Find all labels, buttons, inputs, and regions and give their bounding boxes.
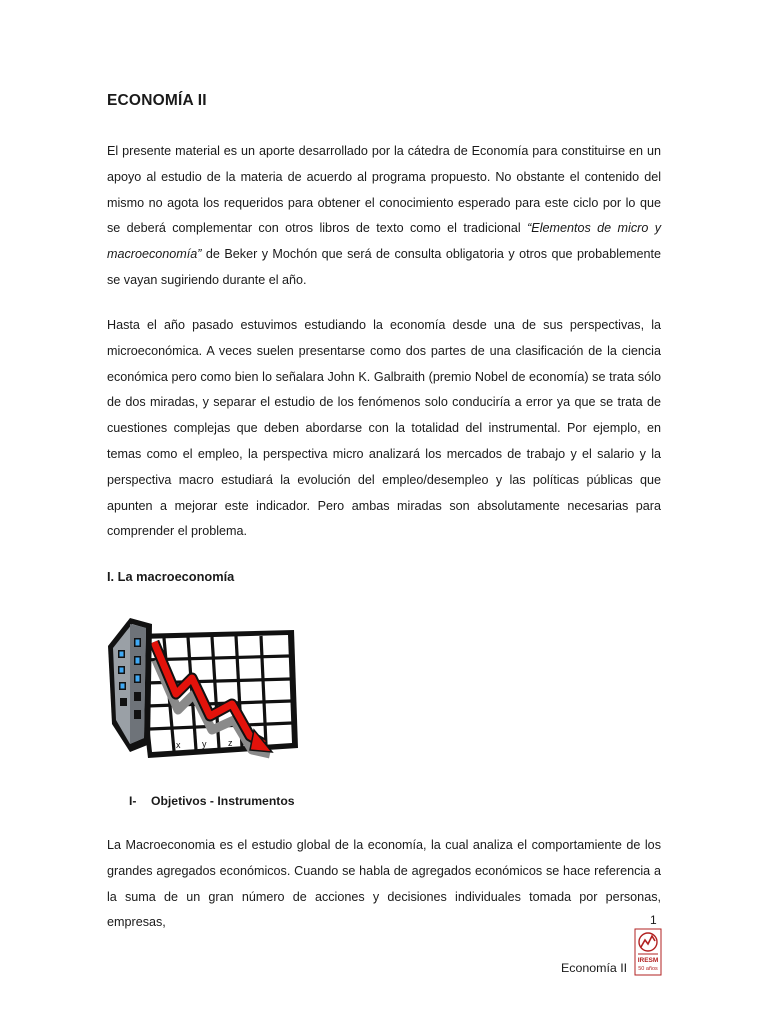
book-title-italic: “Elementos de micro y macroeconomía” bbox=[107, 221, 662, 262]
section-heading: I. La macroeconomía bbox=[107, 569, 235, 584]
subheading-number: I- bbox=[129, 794, 137, 808]
intro-text-start: El presente material es un aporte desarrollado por la cátedra de Economía para constituirse en un apoyo al estudio de la materia de acuerdo al programa propuesto. No obstante el contenido del mismo no agota los requeridos para obtener el conocimiento esperado para este ciclo por lo que se deberá complementar con otros libros de texto como el tradicional bbox=[107, 144, 661, 236]
iresm-logo-icon bbox=[634, 928, 662, 976]
document-title: ECONOMÍA II bbox=[107, 92, 207, 109]
building-and-declining-chart-clipart bbox=[104, 612, 308, 768]
logo-text-years: 50 años bbox=[638, 966, 658, 972]
intro-paragraph bbox=[107, 139, 661, 294]
page-number: 1 bbox=[650, 913, 657, 927]
axis-letter-y: y bbox=[202, 739, 207, 749]
axis-letter-x: x bbox=[176, 740, 181, 750]
logo-text-iresm: IRESM bbox=[637, 957, 659, 964]
subheading-text: Objetivos - Instrumentos bbox=[151, 794, 295, 808]
intro-text-end: de Beker y Mochón que será de consulta obligatoria y otros que probablemente se vayan sugiriendo durante el año. bbox=[107, 247, 661, 287]
subheading bbox=[129, 794, 295, 808]
perspectives-paragraph: Hasta el año pasado estuvimos estudiando la economía desde una de sus perspectivas, la microeconómica. A veces suelen presentarse como dos partes de una clasificación de la ciencia económica pero como bien lo señalara John K. Galbraith (premio Nobel de economía) se trata sólo de dos miradas, y separar el estudio de los fenómenos solo conduciría a error ya que se trata de cuestiones complejas que deben abordarse con la totalidad del instrumental. Por ejemplo, en temas como el empleo, la perspectiva micro analizará los mercados de trabajo y el salario y la perspectiva macro estudiará la evolución del empleo/desempleo y las políticas públicas que apunten a mejorar este indicador. Pero ambas miradas son absolutamente necesarias para comprender el problema. bbox=[107, 318, 661, 539]
footer-document-name: Economía II bbox=[561, 961, 628, 975]
macroeconomics-paragraph: La Macroeconomia es el estudio global de la economía, la cual analiza el comportamiente de los grandes agregados económicos. Cuando se habla de agregados económicos se hace referencia a la suma de un gran número de acciones y decisiones individuales tomada por personas, empresas, bbox=[107, 838, 661, 930]
axis-letter-z: z bbox=[228, 738, 233, 748]
